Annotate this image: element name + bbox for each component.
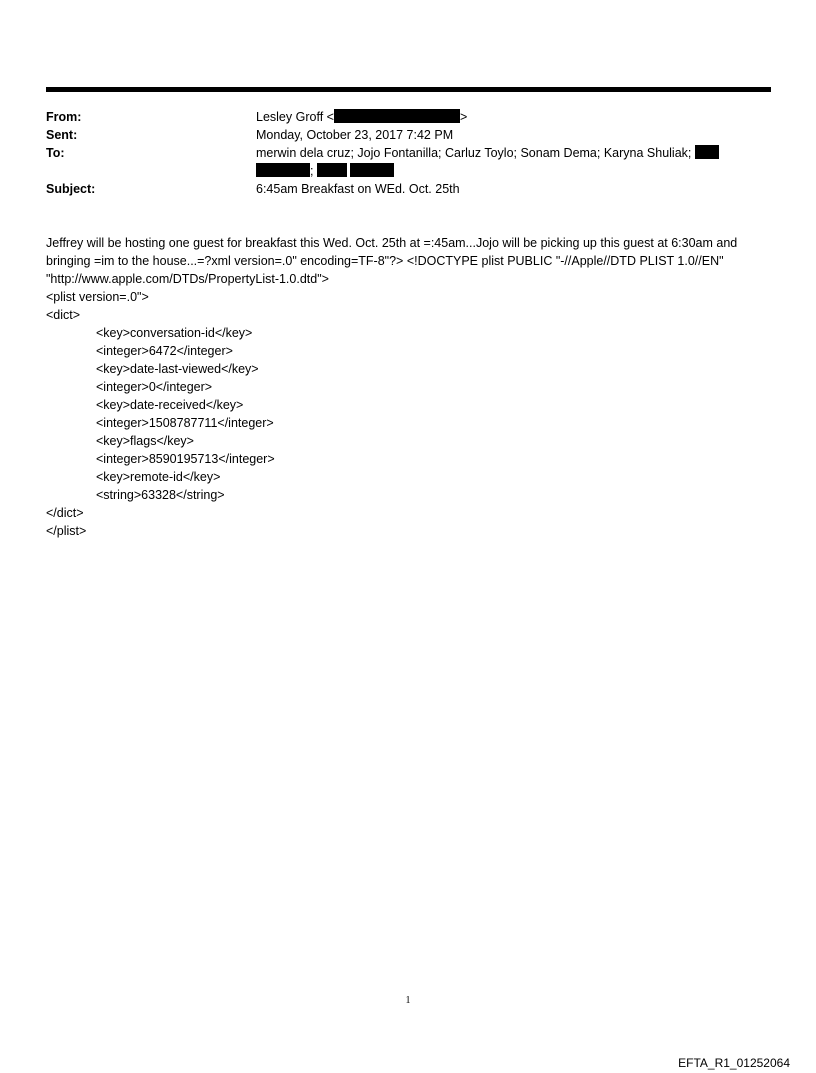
from-name: Lesley Groff < [256,110,334,124]
sent-row [46,126,771,144]
subject-label: Subject: [46,182,96,196]
to-value [256,144,756,180]
code-line: <key>date-received</key> [96,398,244,412]
redaction-box [334,109,460,123]
code-line: <integer>1508787711</integer> [96,416,274,430]
plist-lines [46,288,771,540]
redaction-box [350,163,394,177]
from-label: From: [46,110,82,124]
sent-value: Monday, October 23, 2017 7:42 PM [256,128,454,142]
code-line: <key>date-last-viewed</key> [96,362,259,376]
code-line: <plist version=.0"> [46,290,149,304]
code-line: <integer>6472</integer> [96,344,233,358]
subject-row [46,180,771,198]
code-line: <key>conversation-id</key> [96,326,253,340]
document-id: EFTA_R1_01252064 [678,1056,790,1070]
to-separator: ; [310,164,314,178]
redaction-box [317,163,347,177]
code-line: <key>remote-id</key> [96,470,221,484]
email-header [46,108,771,198]
from-value [256,108,756,126]
code-line: </plist> [46,524,87,538]
from-row [46,108,771,126]
code-line: <integer>0</integer> [96,380,213,394]
to-recipients: merwin dela cruz; Jojo Fontanilla; Carluz Toylo; Sonam Dema; Karyna Shuliak; [256,146,692,160]
from-suffix: > [459,110,468,124]
to-row [46,144,771,180]
subject-value: 6:45am Breakfast on WEd. Oct. 25th [256,182,460,196]
email-body [46,234,771,540]
to-label: To: [46,146,65,160]
header-rule [46,87,771,92]
redaction-box [695,145,719,159]
code-line: </dict> [46,506,84,520]
code-line: <key>flags</key> [96,434,194,448]
code-line: <string>63328</string> [96,488,225,502]
code-line: <dict> [46,308,81,322]
sent-label: Sent: [46,128,78,142]
redaction-box [256,163,310,177]
code-line: <integer>8590195713</integer> [96,452,275,466]
page-number: 1 [405,995,411,1006]
body-paragraph: Jeffrey will be hosting one guest for breakfast this Wed. Oct. 25th at =:45am...Jojo will be picking up this guest at 6:30am and bringing =im to the house...=?xml version=.0" encoding=TF-8"?> <!DOCTYPE plist PUBLIC "-//Apple//DTD PLIST 1.0//EN" "http://www.apple.com/DTDs/PropertyList-1.0.dtd"> [46,236,738,286]
